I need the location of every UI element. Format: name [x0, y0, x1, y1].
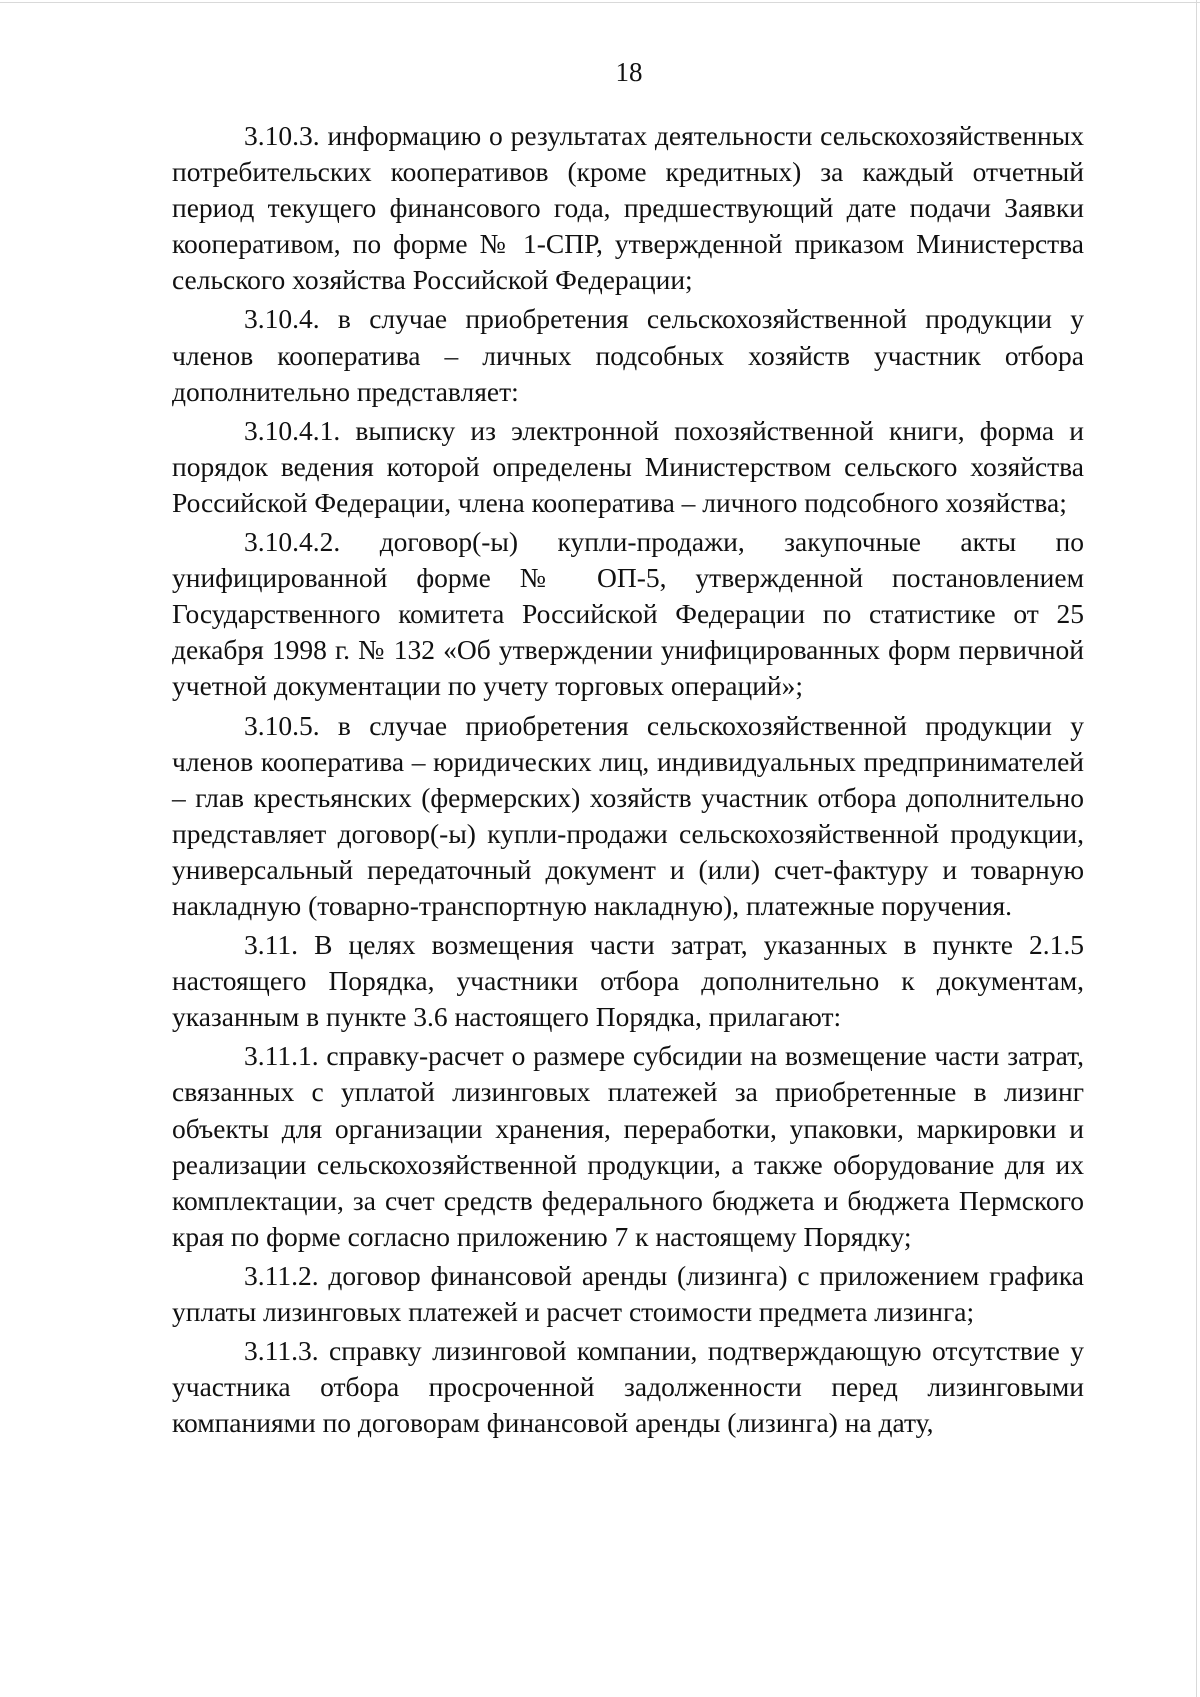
paragraph-3-10-3: 3.10.3. информацию о результатах деятельности сельскохозяйственных потребительских кооперативов (кроме кредитных) за каждый отчетный период текущего финансового года, предшествующий дате подачи Заявки кооперативом, по форме № 1-СПР, утвержденной приказом Министерства сельского хозяйства Российской Федерации;: [172, 120, 1084, 296]
page-number: 18: [615, 57, 643, 87]
paragraph-3-11: 3.11. В целях возмещения части затрат, указанных в пункте 2.1.5 настоящего Порядка, участники отбора дополнительно к документам, указанным в пункте 3.6 настоящего Порядка, прилагают:: [172, 929, 1084, 1033]
paragraph-3-11-3: 3.11.3. справку лизинговой компании, подтверждающую отсутствие у участника отбора просроченной задолженности перед лизинговыми компаниями по договорам финансовой аренды (лизинга) на дату,: [172, 1335, 1084, 1439]
paragraph-3-10-4-1: 3.10.4.1. выписку из электронной похозяйственной книги, форма и порядок ведения которой определены Министерством сельского хозяйства Российской Федерации, члена кооператива – личного подсобного хозяйства;: [172, 414, 1084, 518]
scan-edge-top: [0, 2, 1200, 3]
scan-edge-right: [1196, 0, 1197, 1697]
paragraph-3-10-5: 3.10.5. в случае приобретения сельскохозяйственной продукции у членов кооператива – юридических лиц, индивидуальных предпринимателей – глав крестьянских (фермерских) хозяйств участник отбора дополнительно представляет договор(-ы) купли-продажи сельскохозяйственной продукции, универсальный передаточный документ и (или) счет-фактуру и товарную накладную (товарно-транспортную накладную), платежные поручения.: [172, 709, 1084, 921]
paragraph-3-11-2: 3.11.2. договор финансовой аренды (лизинга) с приложением графика уплаты лизинговых платежей и расчет стоимости предмета лизинга;: [172, 1259, 1084, 1327]
document-body: [172, 118, 1084, 1441]
paragraph-3-11-1: 3.11.1. справку-расчет о размере субсидии на возмещение части затрат, связанных с уплатой лизинговых платежей за приобретенные в лизинг объекты для организации хранения, переработки, упаковки, маркировки и реализации сельскохозяйственной продукции, а также оборудование для их комплектации, за счет средств федерального бюджета и бюджета Пермского края по форме согласно приложению 7 к настоящему Порядку;: [172, 1040, 1084, 1252]
paragraph-3-10-4: 3.10.4. в случае приобретения сельскохозяйственной продукции у членов кооператива – личных подсобных хозяйств участник отбора дополнительно представляет:: [172, 303, 1084, 407]
paragraph-3-10-4-2: 3.10.4.2. договор(-ы) купли-продажи, закупочные акты по унифицированной форме № ОП-5, утвержденной постановлением Государственного комитета Российской Федерации по статистике от 25 декабря 1998 г. № 132 «Об утверждении унифицированных форм первичной учетной документации по учету торговых операций»;: [172, 526, 1084, 702]
